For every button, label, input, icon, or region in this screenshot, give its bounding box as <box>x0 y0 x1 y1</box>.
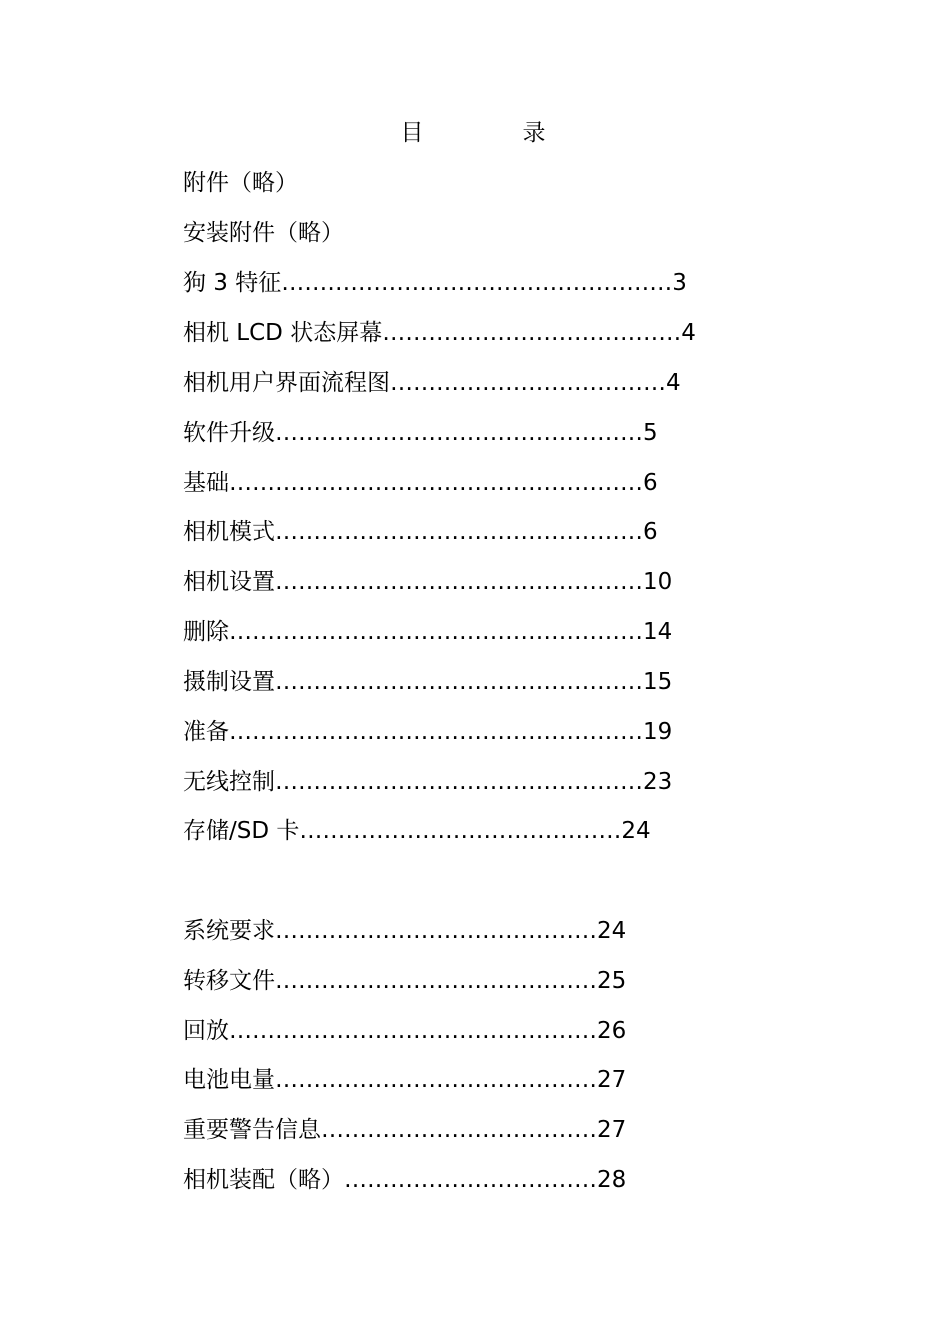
toc-entry-text: 软件升级…………………………………………5 <box>183 420 658 446</box>
toc-entry-text: 相机模式…………………………………………6 <box>183 519 658 545</box>
toc-entry-text: 相机设置…………………………………………10 <box>183 569 673 595</box>
toc-entry[interactable] <box>183 567 672 597</box>
toc-entry[interactable] <box>183 1065 626 1095</box>
toc-entry[interactable] <box>183 368 681 398</box>
toc-entry[interactable] <box>183 617 672 647</box>
toc-entry[interactable] <box>183 816 651 846</box>
toc-entry[interactable] <box>183 218 344 248</box>
toc-entry-text: 相机装配（略）……………………………28 <box>183 1167 627 1193</box>
toc-entry[interactable] <box>183 468 658 498</box>
toc-entry-text: 无线控制…………………………………………23 <box>183 769 673 795</box>
toc-entry-text: 删除………………………………………………14 <box>183 619 673 645</box>
toc-entry-text: 基础………………………………………………6 <box>183 470 658 496</box>
toc-entry-text: 相机用户界面流程图………………………………4 <box>183 370 681 396</box>
toc-entry-text: 相机 LCD 状态屏幕…………………………………4 <box>183 320 696 346</box>
toc-entry-text: 系统要求……………………………………24 <box>183 918 627 944</box>
toc-entry-text: 重要警告信息………………………………27 <box>183 1117 627 1143</box>
toc-entry-text: 狗 3 特征……………………………………………3 <box>183 270 687 296</box>
toc-entry[interactable] <box>183 268 687 298</box>
toc-entry[interactable] <box>183 916 626 946</box>
toc-entry[interactable] <box>183 318 696 348</box>
toc-entry-text: 电池电量……………………………………27 <box>183 1067 627 1093</box>
toc-entry-text: 存储/SD 卡……………………………………24 <box>183 818 651 844</box>
toc-entry[interactable] <box>183 1165 626 1195</box>
toc-entry[interactable] <box>183 767 672 797</box>
toc-entry-text: 安装附件（略） <box>183 220 344 246</box>
toc-entry-text: 转移文件……………………………………25 <box>183 968 627 994</box>
toc-entry-text: 附件（略） <box>183 170 298 196</box>
toc-entry[interactable] <box>183 418 658 448</box>
toc-entry[interactable] <box>183 966 626 996</box>
toc-entry-text: 摄制设置…………………………………………15 <box>183 669 673 695</box>
toc-entry-text: 回放…………………………………………26 <box>183 1018 627 1044</box>
toc-entry[interactable] <box>183 667 672 697</box>
toc-entry-text: 准备………………………………………………19 <box>183 719 673 745</box>
toc-entry[interactable] <box>183 1016 626 1046</box>
toc-entry[interactable] <box>183 517 658 547</box>
toc-entry[interactable] <box>183 1115 626 1145</box>
toc-entry[interactable] <box>183 168 298 198</box>
page-title: 目 录 <box>400 120 584 146</box>
toc-entry[interactable] <box>183 717 672 747</box>
